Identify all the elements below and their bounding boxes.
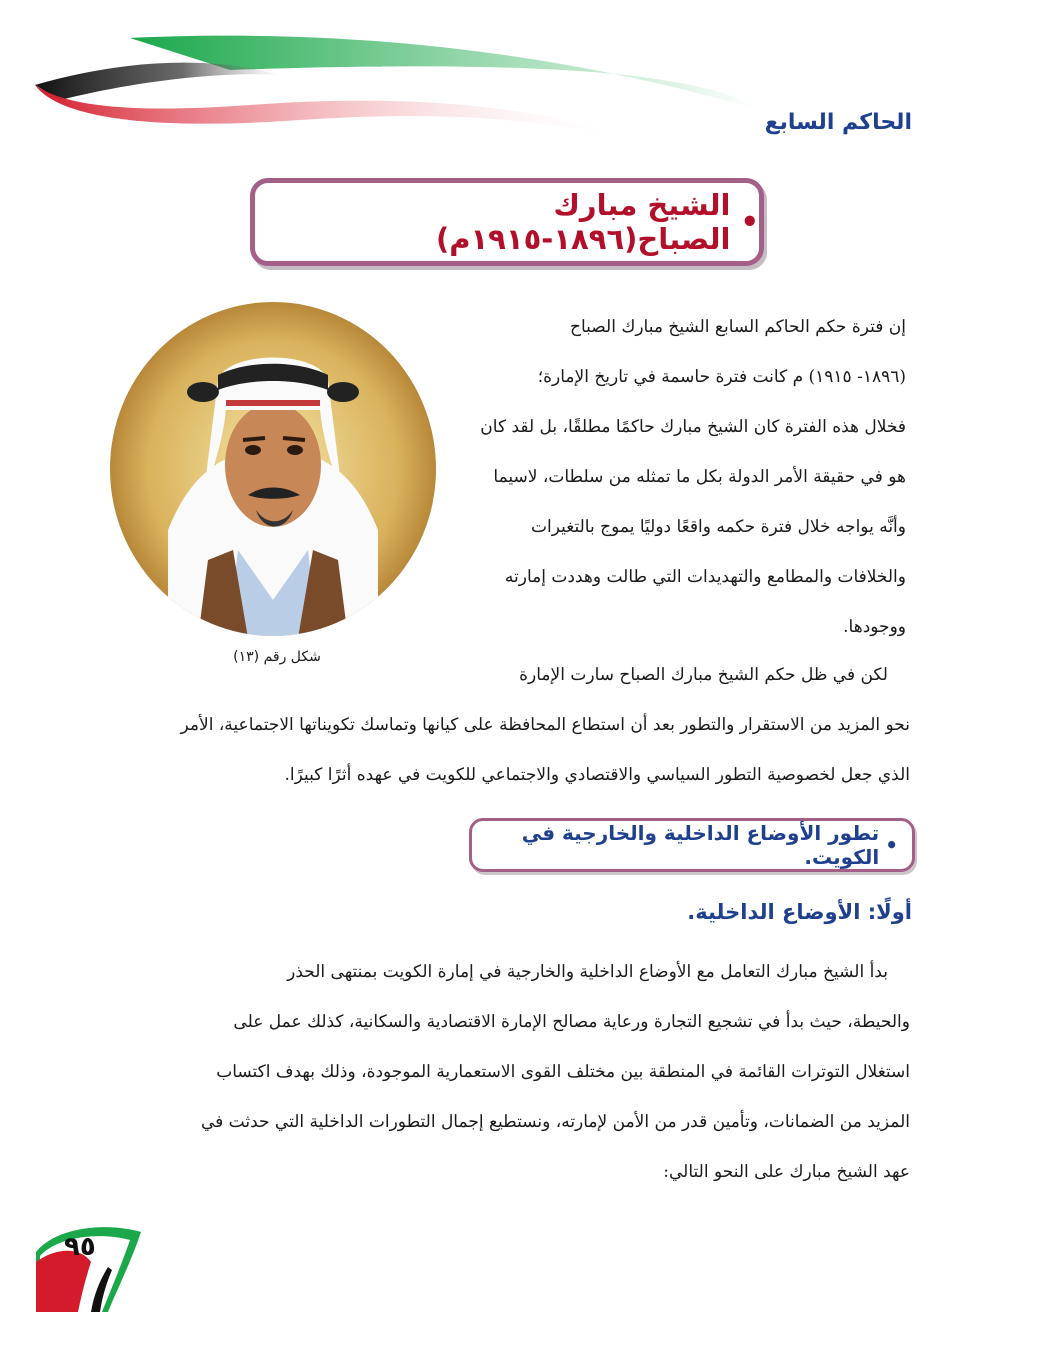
text-line: والخلافات والمطامع والتهديدات التي طالت وهددت إمارته: [504, 567, 906, 587]
text-line: هو في حقيقة الأمر الدولة بكل ما تمثله من سلطات، لاسيما: [493, 467, 906, 487]
title-box: [250, 178, 764, 266]
text-line: استغلال التوترات القائمة في المنطقة بين مختلف القوى الاستعمارية الموجودة، وذلك بهدف اكتساب: [216, 1062, 910, 1082]
text-line: عهد الشيخ مبارك على النحو التالي:: [663, 1162, 910, 1182]
text-line: الذي جعل لخصوصية التطور السياسي والاقتصادي والاجتماعي للكويت في عهده أثرًا كبيرًا.: [284, 765, 910, 785]
page-title: الشيخ مبارك الصباح(١٨٩٦-١٩١٥م): [435, 188, 731, 256]
intro-paragraph: [446, 302, 906, 652]
page-number: ٩٥: [64, 1232, 96, 1262]
text-line: ووجودها.: [843, 617, 906, 637]
section-heading-box: [469, 818, 915, 872]
subheading: أولًا: الأوضاع الداخلية.: [687, 900, 912, 924]
ribbon-red: [35, 85, 640, 140]
text-line: المزيد من الضمانات، وتأمين قدر من الأمن لإمارته، ونستطيع إجمال التطورات الداخلية التي حدثت في: [200, 1112, 910, 1132]
figure-caption: شكل رقم (١٣): [233, 649, 321, 665]
text-line: لكن في ظل حكم الشيخ مبارك الصباح سارت الإمارة: [519, 665, 888, 685]
section-heading: تطور الأوضاع الداخلية والخارجية في الكويت.: [521, 821, 880, 869]
text-line: والحيطة، حيث بدأ في تشجيع التجارة ورعاية مصالح الإمارة الاقتصادية والسكانية، كذلك عمل على: [233, 1012, 910, 1032]
chapter-heading: الحاكم السابع: [764, 110, 912, 135]
portrait-illustration: [108, 300, 438, 638]
text-line: نحو المزيد من الاستقرار والتطور بعد أن استطاع المحافظة على كيانها وتماسك تكويناتها الاجتماعية، الأمر: [180, 715, 910, 735]
text-line: فخلال هذه الفترة كان الشيخ مبارك حاكمًا مطلقًا، بل لقد كان: [480, 417, 906, 437]
title-bullet: •: [740, 205, 759, 239]
text-line: بدأ الشيخ مبارك التعامل مع الأوضاع الداخلية والخارجية في إمارة الكويت بمنتهى الحذر: [287, 962, 888, 982]
ribbon-black: [35, 63, 280, 100]
continuation-paragraph: [150, 650, 910, 800]
text-line: إن فترة حكم الحاكم السابع الشيخ مبارك الصباح: [569, 317, 906, 337]
body-paragraph: [100, 947, 910, 1197]
text-line: (١٨٩٦- ١٩١٥) م كانت فترة حاسمة في تاريخ الإمارة؛: [537, 367, 906, 387]
section-bullet: •: [885, 833, 898, 857]
text-line: وأنَّه يواجه خلال فترة حكمه واقعًا دوليًا يموج بالتغيرات: [531, 517, 906, 537]
